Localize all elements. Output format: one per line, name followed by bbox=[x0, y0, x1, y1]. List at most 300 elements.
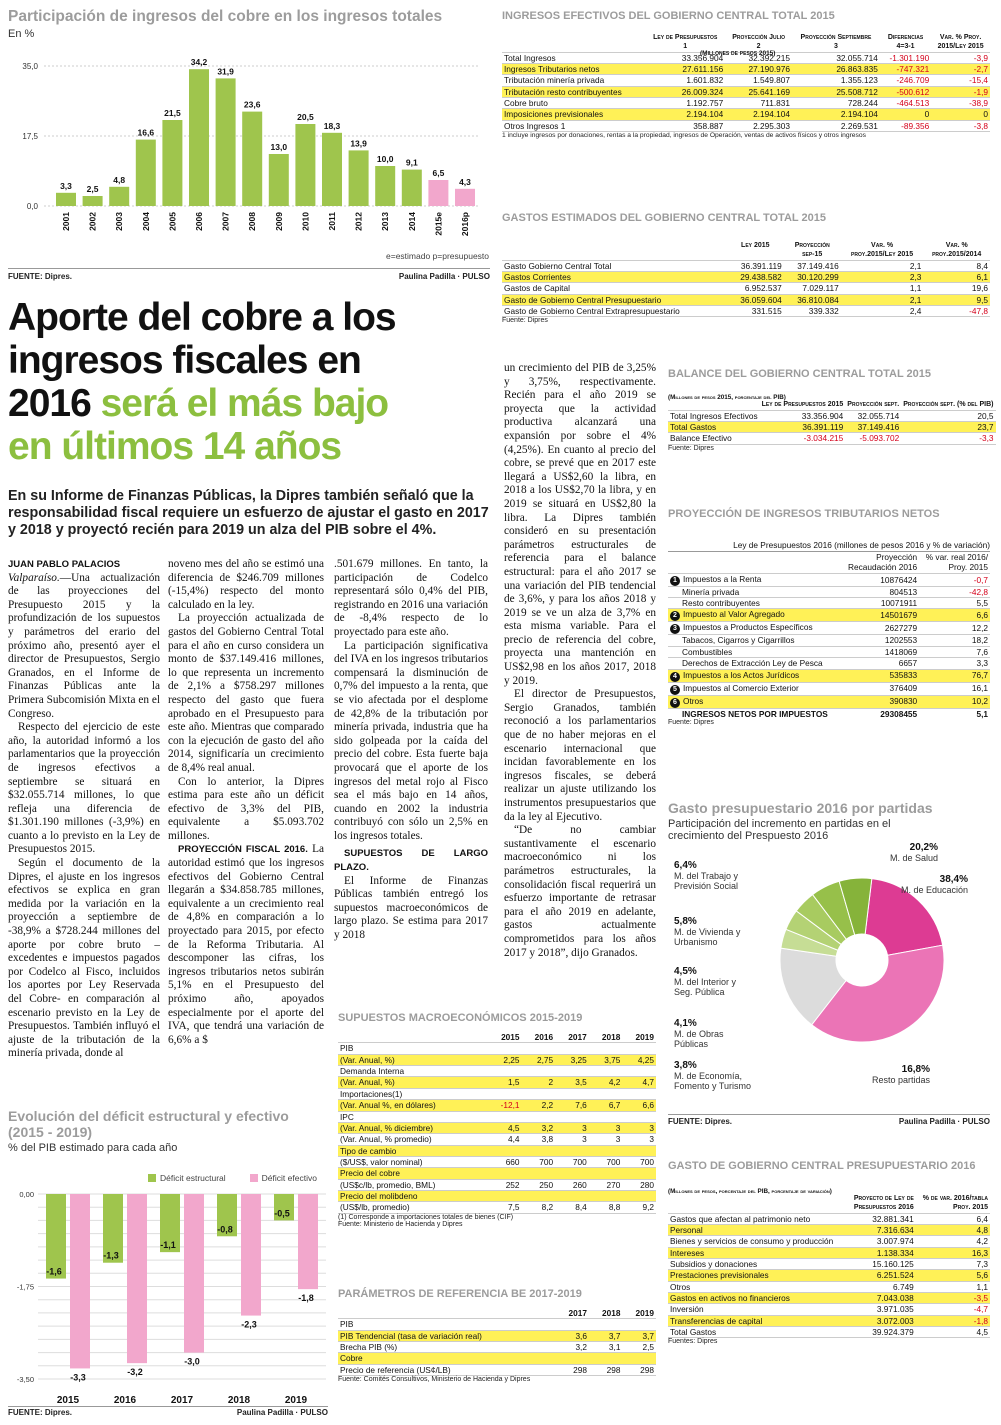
copper-xtick: 2006 bbox=[194, 212, 204, 231]
table-cell: 331.515 bbox=[727, 305, 784, 316]
table-cell: PIB bbox=[338, 1319, 556, 1330]
table-header bbox=[668, 1195, 990, 1204]
table-cell: 36.059.604 bbox=[727, 294, 784, 305]
table-cell: 298 bbox=[556, 1364, 589, 1375]
pie-slice-label: Públicas bbox=[674, 1039, 709, 1049]
item-label: Impuestos a la Renta bbox=[683, 573, 762, 584]
table-cell: (Var. Anual, %) bbox=[338, 1077, 487, 1088]
legend-effective-label: Déficit efectivo bbox=[261, 1173, 317, 1183]
table-cell: 2,1 bbox=[841, 260, 924, 271]
table-cell: 16,1 bbox=[919, 682, 990, 695]
table-cell: 3 bbox=[555, 1134, 589, 1145]
table-header bbox=[668, 401, 996, 410]
table-cell bbox=[589, 1111, 623, 1122]
table-cell: 3.971.035 bbox=[847, 1304, 916, 1315]
table-cell: 535833 bbox=[841, 669, 919, 682]
table-cell bbox=[502, 242, 727, 251]
headline bbox=[8, 296, 488, 468]
copper-bar bbox=[455, 189, 475, 206]
table-cell: 36.810.084 bbox=[784, 294, 841, 305]
gasto2016-grid bbox=[668, 1195, 990, 1338]
deficit-xtick: 2015 bbox=[56, 1395, 80, 1406]
table-cell: Tributación resto contribuyentes bbox=[502, 86, 645, 97]
table-cell: Total Ingresos Efectivos bbox=[670, 410, 758, 421]
table-cell: 2,4 bbox=[841, 305, 924, 316]
table-cell: 76,7 bbox=[919, 669, 990, 682]
pie-slice-label: Resto partidas bbox=[871, 1075, 930, 1085]
table-cell: Transferencias de capital bbox=[668, 1315, 847, 1326]
tributarios-source: Fuente: Dipres bbox=[668, 718, 714, 726]
table-cell bbox=[622, 1319, 656, 1330]
copper-bar-label: 6,5 bbox=[432, 168, 445, 178]
table-cell: 29308455 bbox=[841, 708, 919, 719]
table-cell: 4,8 bbox=[916, 1224, 990, 1235]
table-cell bbox=[668, 598, 841, 609]
table-row bbox=[338, 1054, 656, 1065]
copper-xtick: 2011 bbox=[327, 212, 337, 231]
table-cell: -15,4 bbox=[931, 75, 990, 86]
table-cell bbox=[622, 1168, 656, 1179]
copper-bar bbox=[375, 166, 395, 206]
parametros-grid bbox=[338, 1308, 656, 1376]
table-row bbox=[502, 271, 990, 282]
table-cell: 36.391.119 bbox=[760, 422, 846, 433]
column-header: Ley de Presupuestos bbox=[653, 34, 718, 41]
pie-slice-value: 4,1% bbox=[674, 1018, 697, 1029]
table-cell: 298 bbox=[589, 1364, 622, 1375]
table-row bbox=[668, 1304, 990, 1315]
table-cell: Ingresos Tributarios netos bbox=[502, 63, 645, 74]
item-number-badge: 2 bbox=[670, 611, 680, 621]
table-cell: Tributación minería privada bbox=[502, 75, 645, 86]
table-cell: 3,25 bbox=[555, 1054, 589, 1065]
pie-slice-value: 20,2% bbox=[909, 842, 938, 853]
table-cell bbox=[668, 1204, 847, 1213]
item-label: Impuestos a los Actos Jurídicos bbox=[683, 669, 800, 680]
table-cell: 339.332 bbox=[784, 305, 841, 316]
table-cell: 32.881.341 bbox=[847, 1213, 916, 1224]
table-header bbox=[502, 34, 990, 43]
table-row bbox=[668, 622, 990, 635]
table-cell: (US$c/lb, promedio, BML) bbox=[338, 1179, 487, 1190]
table-header bbox=[502, 242, 990, 251]
table-cell bbox=[522, 1168, 556, 1179]
table-row bbox=[338, 1122, 656, 1133]
table-cell: 7,6 bbox=[555, 1100, 589, 1111]
copper-bar bbox=[428, 180, 448, 206]
table-row bbox=[338, 1202, 656, 1213]
table-cell: 27.190.976 bbox=[725, 63, 792, 74]
table-cell: 14501679 bbox=[841, 609, 919, 622]
table-cell: Precio de referencia (US¢/LB) bbox=[338, 1364, 556, 1375]
table-cell: 3,75 bbox=[589, 1054, 623, 1065]
pie-slice-label: M. de Salud bbox=[889, 853, 938, 863]
deficit-ytick: -1,75 bbox=[16, 1282, 34, 1292]
copper-bar bbox=[402, 170, 422, 206]
table-row bbox=[338, 1342, 656, 1353]
table-cell bbox=[668, 622, 841, 635]
column-header: proy.2015/2014 bbox=[923, 251, 990, 260]
copper-bar bbox=[349, 150, 369, 206]
table-cell bbox=[668, 635, 841, 646]
copper-bar-label: 16,6 bbox=[137, 127, 155, 138]
pie-slice-value: 3,8% bbox=[674, 1060, 697, 1071]
gasto2016-title: GASTO DE GOBIERNO CENTRAL PRESUPUESTARIO 2016 bbox=[668, 1160, 976, 1172]
table-cell: 25.641.169 bbox=[725, 86, 792, 97]
table-row bbox=[668, 609, 990, 622]
table-cell: -12,1 bbox=[487, 1100, 521, 1111]
copper-bar-label: 2,5 bbox=[86, 184, 99, 194]
copper-bar bbox=[189, 69, 209, 206]
table-row bbox=[668, 682, 990, 695]
table-cell: -3,3 bbox=[901, 433, 995, 444]
table-cell: Precio del molibdeno bbox=[338, 1191, 487, 1202]
table-row bbox=[668, 1236, 990, 1247]
tributarios-caption: Ley de Presupuestos 2016 (millones de pesos 2016 y % de variación) bbox=[668, 540, 990, 552]
copper-chart-note: e=estimado p=presupuesto bbox=[386, 251, 490, 261]
item-label: Derechos de Extracción Ley de Pesca bbox=[682, 658, 823, 669]
copper-xtick: 2014 bbox=[406, 212, 417, 231]
column-header: Ley 2015 bbox=[741, 242, 770, 249]
table-cell: 32.055.714 bbox=[792, 52, 880, 63]
table-cell: Otros Ingresos 1 bbox=[502, 120, 645, 131]
c1-p2: Respecto del ejercicio de este año, la autoridad informó a los parlamentarios que la proyección de ingresos efectivos a septiembre se situará en $32.055.714 millones, lo que refleja una diferencia de $1.301.190 millones (-3,9%) en cuanto a lo previsto en la Ley de Presupuestos 2015. bbox=[8, 721, 160, 856]
table-cell: 5,5 bbox=[919, 598, 990, 609]
table-cell: 12,2 bbox=[919, 622, 990, 635]
deficit-source: FUENTE: Dipres. bbox=[8, 1408, 73, 1417]
table-cell: 3,8 bbox=[522, 1134, 556, 1145]
gastos-table bbox=[502, 212, 990, 324]
table-cell bbox=[589, 1319, 622, 1330]
deficit-bar-label: -0,5 bbox=[274, 1208, 290, 1219]
table-cell: 660 bbox=[487, 1156, 521, 1167]
pie-title: Gasto presupuestario 2016 por partidas bbox=[668, 800, 933, 816]
table-cell: 6,6 bbox=[919, 609, 990, 622]
deficit-bar bbox=[298, 1194, 318, 1289]
table-cell bbox=[668, 658, 841, 669]
deficit-xtick: 2017 bbox=[170, 1395, 194, 1406]
deficit-bar bbox=[70, 1194, 90, 1368]
table-row bbox=[338, 1191, 656, 1202]
table-cell: Gasto de Gobierno Central Extrapresupuestario bbox=[502, 305, 727, 316]
table-cell: 260 bbox=[555, 1179, 589, 1190]
copper-chart-source: FUENTE: Dipres. bbox=[8, 272, 73, 281]
column-header: 2019 bbox=[622, 1032, 656, 1043]
table-cell: -5.093.702 bbox=[845, 433, 901, 444]
c3-p2: La participación significativa del IVA en los ingresos tributarios compensará la disminución de 0,7% del impuesto a la renta, que se vio afectada por el desplome de 42,8% de la tributación por minería privada, industria que ha sido golpeada por la caída del precio del cobre. Esta fuerte baja provocará que el aporte de los ingresos del metal rojo al Fisco sea el más bajo en 14 años, cuando en 2002 la industria contribuyó con sólo un 2,5% en los ingresos totales. bbox=[334, 639, 488, 842]
table-row bbox=[668, 1327, 990, 1338]
table-cell: 5,6 bbox=[916, 1270, 990, 1281]
table-cell: Subsidios y donaciones bbox=[668, 1258, 847, 1269]
copper-bar-label: 18,3 bbox=[323, 120, 341, 131]
table-cell: 1,5 bbox=[487, 1077, 521, 1088]
table-row bbox=[338, 1043, 656, 1054]
item-label: Impuestos a Productos Específicos bbox=[683, 622, 813, 633]
table-cell bbox=[522, 1191, 556, 1202]
table-cell bbox=[622, 1066, 656, 1077]
table-cell: Imposiciones previsionales bbox=[502, 109, 645, 120]
table-row bbox=[502, 86, 990, 97]
balance-source: Fuente: Dipres bbox=[668, 444, 714, 452]
table-cell bbox=[622, 1191, 656, 1202]
table-cell: 33.356.904 bbox=[760, 410, 846, 421]
table-cell bbox=[487, 1088, 521, 1099]
item-number-badge: 6 bbox=[670, 698, 680, 708]
table-row bbox=[502, 75, 990, 86]
copper-ytick: 0,0 bbox=[26, 202, 38, 211]
table-cell: 2,1 bbox=[841, 294, 924, 305]
table-cell: Demanda Interna bbox=[338, 1066, 487, 1077]
copper-bar-label: 20,5 bbox=[297, 112, 314, 122]
pie-slice-label: M. de Vivienda y bbox=[674, 927, 741, 937]
table-cell: 7.316.634 bbox=[847, 1224, 916, 1235]
table-cell: 5,1 bbox=[919, 708, 990, 719]
deficit-chart bbox=[8, 1108, 328, 1418]
table-cell: 2.269.531 bbox=[792, 120, 880, 131]
table-row bbox=[502, 305, 990, 316]
table-cell: (Var. Anual, % diciembre) bbox=[338, 1122, 487, 1133]
c4-p1: un crecimiento del PIB de 3,25% y 3,75%, respectivamente. Recién para el año 2019 se proyecta que la actividad productiva alcanzará una expansión por sobre el 4% (4,25%). En cuanto al precio del cobre, se prevé que en 2017 este llegará a US$2,60 la libra, en 2018 a los US$2,70 la libra, y en 2019 se situará en US$2,80 la libra. La Dipres también consideró en su presentación parámetros estructurales de referencia para el balance estructural: para el año 2017 se una variación del PIB tendencial de 3,6%, y para los años 2018 y 2019 se ve un alza de 3,7% en esta misma variable. Para el precio de referencia del cobre, proyecta una mantención en US$2,98 en los años 2017, 2018 y 2019. bbox=[504, 362, 656, 687]
table-cell: 3 bbox=[622, 1122, 656, 1133]
table-row bbox=[668, 433, 996, 444]
table-cell: 1,1 bbox=[916, 1281, 990, 1292]
table-cell bbox=[502, 34, 645, 43]
supuestos-grid bbox=[338, 1032, 656, 1214]
table-cell: 3 bbox=[622, 1134, 656, 1145]
table-cell: 30.120.299 bbox=[784, 271, 841, 282]
column-header: 4=3-1 bbox=[880, 43, 931, 52]
table-cell: 4,25 bbox=[622, 1054, 656, 1065]
table-row bbox=[502, 283, 990, 294]
c2-p3: Con lo anterior, la Dipres estima para este año un déficit efectivo de 3,3% del PIB, equivalente a $5.093.702 millones. bbox=[168, 775, 324, 842]
table-cell bbox=[589, 1145, 623, 1156]
item-number-badge: 4 bbox=[670, 672, 680, 682]
table-cell bbox=[487, 1145, 521, 1156]
table-row bbox=[668, 586, 990, 597]
table-header bbox=[668, 1204, 990, 1213]
copper-xtick: 2009 bbox=[273, 212, 284, 231]
pie-slice-label: Urbanismo bbox=[674, 937, 718, 947]
balance-table bbox=[668, 368, 994, 452]
column-header: 2017 bbox=[556, 1308, 589, 1319]
table-cell: 700 bbox=[522, 1156, 556, 1167]
table-cell: Cobre bruto bbox=[502, 97, 645, 108]
column-header: Ley de Presupuestos 2015 bbox=[760, 401, 846, 410]
copper-bar bbox=[216, 78, 236, 206]
table-cell: -42,8 bbox=[919, 586, 990, 597]
deficit-bar-label: -3,3 bbox=[70, 1372, 86, 1383]
table-cell: -0,7 bbox=[919, 573, 990, 586]
pie-slice-value: 38,4% bbox=[939, 874, 968, 885]
c4-p2: El director de Presupuestos, Sergio Granados, también reconoció a los parlamentarios que de no haber mejoras en el escenario internacional que incidan favorablemente en los ingresos fiscales, se deberá realizar un ajuste utilizando los instrumentos presupuestarios que da la ley al Ejecutivo. bbox=[504, 688, 656, 823]
table-cell: 2,5 bbox=[622, 1342, 656, 1353]
deficit-xtick: 2018 bbox=[227, 1395, 251, 1406]
column-header: sep-15 bbox=[784, 251, 841, 260]
pie-slice-value: 4,5% bbox=[674, 966, 697, 977]
copper-xtick: 2002 bbox=[87, 212, 98, 231]
copper-ytick: 35,0 bbox=[22, 62, 38, 71]
column-header: 2018 bbox=[589, 1308, 622, 1319]
table-cell: -1.301.190 bbox=[880, 52, 931, 63]
table-cell bbox=[668, 669, 841, 682]
table-row bbox=[338, 1111, 656, 1122]
supuestos-note1: (1) Corresponde a importaciones totales de bienes (CIF) bbox=[338, 1213, 514, 1221]
table-cell: 358.887 bbox=[645, 120, 725, 131]
table-row bbox=[502, 109, 990, 120]
ingresos-unit: (Millones de pesos 2015) bbox=[700, 50, 776, 57]
column-header bbox=[727, 251, 784, 260]
table-cell bbox=[622, 1145, 656, 1156]
table-cell: Tipo de cambio bbox=[338, 1145, 487, 1156]
table-cell: 27.611.156 bbox=[645, 63, 725, 74]
deficit-bar bbox=[184, 1194, 204, 1353]
table-cell: 2.194.104 bbox=[725, 109, 792, 120]
table-cell: -3,5 bbox=[916, 1293, 990, 1304]
copper-chart-title: Participación de ingresos del cobre en los ingresos totales bbox=[8, 8, 443, 25]
table-cell: 37.149.416 bbox=[845, 422, 901, 433]
pie-slice-label: Previsión Social bbox=[674, 881, 739, 891]
table-cell: 1.138.334 bbox=[847, 1247, 916, 1258]
table-total-row bbox=[668, 708, 990, 719]
copper-bar bbox=[109, 187, 129, 206]
table-cell: (Var. Anual %, en dólares) bbox=[338, 1100, 487, 1111]
tributarios-table bbox=[668, 508, 990, 726]
table-cell: 298 bbox=[622, 1364, 656, 1375]
table-cell bbox=[338, 1308, 556, 1319]
deficit-xtick: 2016 bbox=[113, 1395, 137, 1406]
table-cell: Importaciones(1) bbox=[338, 1088, 487, 1099]
item-label: Minería privada bbox=[682, 586, 740, 597]
table-cell: 6.952.537 bbox=[727, 283, 784, 294]
table-row bbox=[668, 1213, 990, 1224]
table-cell: 8,4 bbox=[923, 260, 990, 271]
table-cell: PIB Tendencial (tasa de variación real) bbox=[338, 1330, 556, 1341]
table-cell: 7.043.038 bbox=[847, 1293, 916, 1304]
parametros-source: Fuente: Comités Consultivos, Ministerio de Hacienda y Dipres bbox=[338, 1376, 531, 1384]
table-cell: 37.149.416 bbox=[784, 260, 841, 271]
table-cell bbox=[522, 1088, 556, 1099]
pie-source: FUENTE: Dipres. bbox=[668, 1117, 733, 1126]
table-cell: 36.391.119 bbox=[727, 260, 784, 271]
table-header bbox=[668, 562, 990, 573]
column-header: Proyección bbox=[876, 552, 918, 562]
table-row bbox=[338, 1179, 656, 1190]
column-header: Diferencias bbox=[887, 34, 924, 41]
table-cell: 2,3 bbox=[841, 271, 924, 282]
table-cell: 2.194.104 bbox=[645, 109, 725, 120]
table-cell: 8,4 bbox=[555, 1202, 589, 1213]
table-cell: 3,7 bbox=[589, 1330, 622, 1341]
table-cell: 33.356.904 bbox=[645, 52, 725, 63]
table-cell bbox=[589, 1168, 623, 1179]
copper-bar-label: 9,1 bbox=[405, 157, 418, 168]
deficit-bar-label: -1,6 bbox=[46, 1266, 62, 1277]
column-header: Proyección sept. (% del PIB) bbox=[901, 401, 995, 410]
table-cell bbox=[502, 43, 645, 52]
copper-xtick: 2008 bbox=[247, 212, 258, 231]
table-cell: 0 bbox=[880, 109, 931, 120]
table-cell: -3,8 bbox=[931, 120, 990, 131]
table-cell bbox=[487, 1191, 521, 1202]
table-row bbox=[338, 1088, 656, 1099]
ingresos-grid bbox=[502, 34, 990, 132]
table-cell bbox=[589, 1066, 623, 1077]
gasto2016-unit: (Millones de pesos, porcentaje del PIB, porcentaje de variación) bbox=[668, 1188, 832, 1195]
pie-slice-value: 16,8% bbox=[901, 1064, 930, 1075]
column-header: Proy. 2015 bbox=[916, 1204, 990, 1213]
tributarios-grid bbox=[668, 552, 990, 719]
column-header: Proy. 2015 bbox=[919, 562, 990, 573]
table-cell: 39.924.379 bbox=[847, 1327, 916, 1338]
table-cell bbox=[668, 682, 841, 695]
table-cell bbox=[487, 1066, 521, 1077]
table-cell: 280 bbox=[622, 1179, 656, 1190]
table-cell bbox=[502, 251, 727, 260]
table-cell: 32.392.215 bbox=[725, 52, 792, 63]
column-header: 2015 bbox=[487, 1032, 521, 1043]
table-cell: -1,8 bbox=[916, 1315, 990, 1326]
table-cell: 25.508.712 bbox=[792, 86, 880, 97]
headline-line3-black: 2016 bbox=[8, 382, 91, 425]
ingresos-note: 1 incluye ingresos por donaciones, rentas a la propiedad, ingresos de Operación, ventas de activos físicos y otros ingresos bbox=[502, 132, 866, 140]
table-cell: Intereses bbox=[668, 1247, 847, 1258]
gasto2016-source: Fuentes: Dipres bbox=[668, 1338, 718, 1346]
table-cell bbox=[556, 1353, 589, 1364]
item-number-badge: 1 bbox=[670, 576, 680, 586]
legend-structural-label: Déficit estructural bbox=[160, 1173, 226, 1183]
table-cell bbox=[555, 1043, 589, 1054]
copper-bar-label: 23,6 bbox=[243, 99, 261, 110]
copper-bar-label: 21,5 bbox=[164, 108, 181, 118]
parametros-title: PARÁMETROS DE REFERENCIA BE 2017-2019 bbox=[338, 1288, 582, 1300]
deficit-title-2: (2015 - 2019) bbox=[8, 1124, 93, 1140]
table-row bbox=[338, 1168, 656, 1179]
copper-bar bbox=[295, 124, 315, 206]
table-cell: 3,3 bbox=[919, 658, 990, 669]
copper-bar-chart bbox=[8, 56, 490, 271]
deficit-bar bbox=[241, 1194, 261, 1316]
pie-slice-label: Seg. Pública bbox=[674, 987, 725, 997]
table-cell: 700 bbox=[589, 1156, 623, 1167]
table-cell: 2627279 bbox=[841, 622, 919, 635]
table-cell bbox=[589, 1353, 622, 1364]
table-row bbox=[338, 1330, 656, 1341]
c2-p4: La autoridad estimó que los ingresos efectivos del Gobierno Central llegarán a $34.858.785 millones, equivalente a un crecimiento real de 4,8% en comparación a lo proyectado para 2015, por efecto de la Reforma Tributaria. Al descomponer las cifras, los ingresos tributarios netos subirán 5,1% en el Presupuesto del próximo año, apoyados especialmente por el aporte del IVA, que tendrá una variación de 6,6% a $ bbox=[168, 843, 325, 1046]
table-row bbox=[502, 260, 990, 271]
pie-slice-label: M. del Trabajo y bbox=[674, 871, 739, 881]
table-row bbox=[668, 635, 990, 646]
article-col3 bbox=[334, 558, 488, 943]
gastos-grid bbox=[502, 242, 990, 317]
copper-chart bbox=[8, 8, 490, 283]
gastos-title: GASTOS ESTIMADOS DEL GOBIERNO CENTRAL TOTAL 2015 bbox=[502, 212, 826, 224]
column-header: Proyección Septiembre bbox=[800, 34, 872, 41]
balance-grid bbox=[668, 401, 996, 445]
table-cell: 18,2 bbox=[919, 635, 990, 646]
copper-bar bbox=[136, 140, 156, 206]
table-cell: 700 bbox=[622, 1156, 656, 1167]
table-cell: 10071911 bbox=[841, 598, 919, 609]
table-cell: Total Gastos bbox=[668, 1327, 847, 1338]
table-row bbox=[502, 97, 990, 108]
gastos-source: Fuente: Dipres bbox=[502, 317, 548, 325]
table-cell: 250 bbox=[522, 1179, 556, 1190]
deficit-bar bbox=[127, 1194, 147, 1363]
pie-slice-value: 6,4% bbox=[674, 860, 697, 871]
deficit-bar-label: -0,8 bbox=[217, 1224, 233, 1235]
legend-effective-swatch bbox=[250, 1174, 258, 1182]
table-cell: Gastos en activos no financieros bbox=[668, 1293, 847, 1304]
